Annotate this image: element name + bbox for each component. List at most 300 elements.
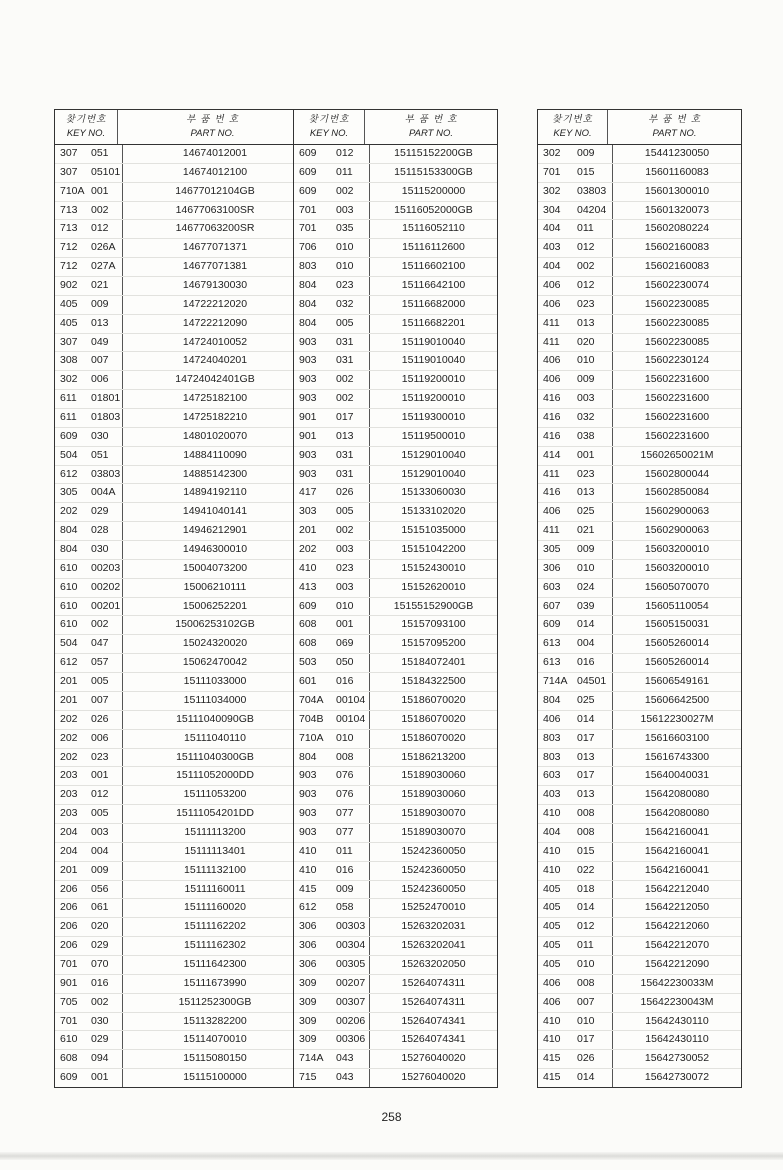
key-item-cell: 008	[577, 975, 613, 993]
key-item-cell: 00306	[336, 1031, 370, 1049]
key-item-cell: 009	[577, 371, 613, 389]
key-group-cell: 405	[60, 316, 78, 329]
table-row	[538, 390, 741, 409]
part-number-cell: 15602230085	[644, 335, 710, 348]
key-group-cell: 302	[543, 147, 561, 159]
part-number-cell: 14725182100	[182, 392, 248, 405]
key-group-cell: 713	[60, 222, 78, 235]
key-group-cell: 701	[543, 165, 561, 178]
key-group-cell: 601	[299, 675, 317, 688]
key-item-cell: 028	[91, 522, 123, 540]
part-number-cell: 15189030060	[401, 769, 466, 782]
table-row	[294, 692, 497, 711]
key-group-cell: 405	[543, 920, 561, 933]
part-number-cell: 14894192110	[183, 486, 247, 499]
key-group-cell: 410	[543, 844, 561, 857]
key-item-cell: 015	[577, 164, 613, 182]
table-row	[294, 1069, 497, 1087]
table-row	[538, 277, 741, 296]
key-group-cell: 704A	[299, 693, 324, 706]
table-row	[55, 296, 307, 315]
key-group-cell: 416	[543, 392, 561, 405]
key-item-cell: 061	[91, 899, 123, 917]
part-number-cell: 14724010052	[182, 335, 248, 348]
key-item-cell: 012	[577, 277, 613, 295]
key-item-cell: 032	[577, 409, 613, 427]
key-group-cell: 712	[60, 241, 78, 254]
part-number-cell: 14724040201	[182, 354, 248, 367]
key-group-cell: 705	[60, 995, 78, 1008]
part-number-cell: 15642160041	[644, 844, 710, 857]
key-group-cell: 203	[60, 769, 78, 782]
part-number-cell: 15441230050	[644, 147, 710, 159]
table-row	[294, 296, 497, 315]
key-group-cell: 903	[299, 467, 317, 480]
part-number-cell: 15116642100	[401, 279, 466, 292]
table-row	[538, 1031, 741, 1050]
part-number-cell: 14677063100SR	[175, 203, 255, 216]
key-item-cell: 015	[577, 843, 613, 861]
key-group-cell: 609	[299, 147, 317, 159]
table-row	[55, 409, 307, 428]
part-number-cell: 15129010040	[401, 448, 466, 461]
key-item-cell: 023	[91, 749, 123, 767]
key-item-cell: 005	[91, 805, 123, 823]
part-number-cell: 15264074341	[401, 1033, 466, 1046]
key-group-cell: 307	[60, 147, 78, 159]
key-group-cell: 804	[299, 750, 317, 763]
table-row	[294, 711, 497, 730]
key-group-cell: 901	[60, 976, 78, 989]
key-no-header	[55, 110, 118, 144]
key-item-cell: 013	[336, 428, 370, 446]
part-number-cell: 15157093100	[401, 618, 466, 631]
key-item-cell: 017	[577, 1031, 613, 1049]
part-number-cell: 15115153300GB	[394, 165, 473, 178]
table-row	[538, 428, 741, 447]
key-group-cell: 410	[299, 561, 317, 574]
part-number-cell: 14941040141	[182, 505, 248, 518]
part-number-cell: 15133102020	[401, 505, 466, 518]
part-number-cell: 14722212090	[182, 316, 248, 329]
part-number-cell: 15602231600	[644, 411, 710, 424]
key-group-cell: 609	[299, 599, 317, 612]
key-item-cell: 002	[336, 371, 370, 389]
table-row	[55, 692, 307, 711]
key-group-cell: 306	[299, 920, 317, 933]
part-number-cell: 15184072401	[401, 656, 466, 669]
key-item-cell: 016	[577, 654, 613, 672]
part-number-cell: 15115100000	[183, 1071, 247, 1084]
part-number-cell: 15642230043M	[640, 995, 714, 1008]
key-item-cell: 04501	[577, 673, 613, 691]
table-row	[294, 409, 497, 428]
key-item-cell: 008	[577, 805, 613, 823]
key-group-cell: 901	[299, 411, 317, 424]
key-group-cell: 406	[543, 297, 561, 310]
key-item-cell: 069	[336, 635, 370, 653]
part-number-cell: 15006253102GB	[175, 618, 255, 631]
table-row	[55, 560, 307, 579]
part-number-cell: 15605070070	[644, 580, 710, 593]
key-group-cell: 406	[543, 279, 561, 292]
table-row	[538, 635, 741, 654]
key-item-cell: 03803	[91, 466, 123, 484]
key-group-cell: 404	[543, 260, 561, 273]
table-row	[55, 1050, 307, 1069]
key-item-cell: 011	[577, 937, 613, 955]
part-number-cell: 15119300010	[401, 411, 466, 424]
key-group-cell: 309	[299, 976, 317, 989]
table-row	[538, 541, 741, 560]
key-group-cell: 411	[543, 467, 560, 480]
key-group-cell: 610	[60, 561, 78, 574]
key-item-cell: 005	[91, 673, 123, 691]
key-group-cell: 609	[60, 1071, 78, 1084]
part-number-cell: 15155152900GB	[393, 599, 474, 612]
key-group-cell: 414	[543, 448, 561, 461]
table-row	[55, 843, 307, 862]
table-row	[294, 786, 497, 805]
table-row	[55, 145, 307, 164]
table-row	[538, 352, 741, 371]
table-row	[55, 824, 307, 843]
key-item-cell: 010	[336, 258, 370, 276]
key-item-cell: 007	[577, 994, 613, 1012]
part-number-cell: 15612230027M	[640, 712, 714, 725]
key-group-cell: 415	[299, 882, 317, 895]
key-group-cell: 405	[60, 297, 78, 310]
table-header	[294, 110, 497, 145]
key-group-cell: 203	[60, 788, 78, 801]
key-group-cell: 710A	[299, 731, 324, 744]
key-group-cell: 202	[60, 750, 78, 763]
table-row	[538, 975, 741, 994]
part-number-cell: 15263202050	[401, 957, 466, 970]
key-group-cell: 609	[60, 429, 78, 442]
part-number-cell: 15151035000	[401, 524, 466, 537]
key-item-cell: 00201	[91, 598, 123, 616]
part-number-cell: 15602160083	[644, 241, 710, 254]
key-group-cell: 202	[60, 731, 78, 744]
part-number-cell: 15616603100	[644, 731, 710, 744]
key-item-cell: 005	[336, 503, 370, 521]
key-group-cell: 712	[60, 260, 78, 273]
key-group-cell: 714A	[299, 1052, 324, 1065]
part-number-cell: 15642430110	[645, 1014, 709, 1027]
key-group-cell: 309	[299, 1014, 317, 1027]
key-group-cell: 410	[299, 844, 317, 857]
key-group-cell: 903	[299, 392, 317, 405]
table-row	[538, 956, 741, 975]
key-item-cell: 009	[577, 145, 613, 163]
key-item-cell: 030	[91, 428, 123, 446]
part-number-cell: 15601300010	[644, 184, 710, 197]
key-no-header-english: KEY NO.	[309, 128, 349, 139]
key-group-cell: 206	[60, 901, 78, 914]
key-group-cell: 202	[60, 712, 78, 725]
part-number-cell: 14885142300	[182, 467, 248, 480]
part-number-cell: 15602080224	[644, 222, 710, 235]
table-row	[55, 881, 307, 900]
key-item-cell: 031	[336, 447, 370, 465]
part-number-cell: 15111053200	[183, 788, 247, 801]
part-number-cell: 15111162202	[184, 920, 246, 933]
table-row	[55, 371, 307, 390]
key-group-cell: 403	[543, 788, 561, 801]
part-number-cell: 14946212901	[182, 524, 248, 537]
part-number-cell: 15252470010	[401, 901, 466, 914]
table-row	[538, 805, 741, 824]
part-number-cell: 15119200010	[401, 392, 466, 405]
key-group-cell: 804	[299, 316, 317, 329]
part-number-cell: 15642160041	[644, 863, 710, 876]
part-number-cell: 14674012001	[182, 147, 248, 159]
key-item-cell: 023	[336, 277, 370, 295]
key-item-cell: 038	[577, 428, 613, 446]
table-row	[55, 994, 307, 1013]
key-item-cell: 058	[336, 899, 370, 917]
key-group-cell: 804	[543, 693, 561, 706]
table-row	[55, 1069, 307, 1087]
part-number-cell: 15004073200	[182, 561, 248, 574]
part-number-cell: 15111642300	[183, 957, 247, 970]
table-row	[294, 862, 497, 881]
key-group-cell: 701	[299, 203, 317, 216]
part-number-cell: 15602900063	[644, 505, 710, 518]
key-group-cell: 701	[60, 957, 78, 970]
table-row	[294, 824, 497, 843]
key-item-cell: 076	[336, 786, 370, 804]
table-row	[538, 598, 741, 617]
table-row	[538, 692, 741, 711]
key-item-cell: 043	[336, 1050, 370, 1068]
key-item-cell: 012	[336, 145, 370, 163]
key-item-cell: 032	[336, 296, 370, 314]
part-number-cell: 15602160083	[644, 260, 710, 273]
part-number-cell: 15111052000DD	[176, 769, 254, 782]
key-item-cell: 007	[91, 692, 123, 710]
table-row	[55, 1031, 307, 1050]
part-number-cell: 15264074341	[401, 1014, 466, 1027]
table-row	[538, 786, 741, 805]
key-group-cell: 706	[299, 241, 317, 254]
table-row	[294, 503, 497, 522]
key-item-cell: 043	[336, 1069, 370, 1087]
table-row	[55, 654, 307, 673]
table-row	[55, 1013, 307, 1032]
table-row	[55, 730, 307, 749]
part-number-cell: 14679130030	[182, 279, 248, 292]
key-group-cell: 406	[543, 995, 561, 1008]
part-number-cell: 15115152200GB	[394, 147, 473, 159]
key-group-cell: 405	[543, 901, 561, 914]
part-number-cell: 15186070020	[401, 693, 466, 706]
part-number-cell: 15111040300GB	[176, 750, 254, 763]
key-group-cell: 308	[60, 354, 78, 367]
part-number-cell: 14677012104GB	[175, 184, 255, 197]
table-row	[294, 428, 497, 447]
key-group-cell: 403	[543, 241, 561, 254]
part-number-cell: 15640040031	[644, 769, 710, 782]
key-item-cell: 023	[336, 560, 370, 578]
table-row	[294, 560, 497, 579]
key-item-cell: 025	[577, 503, 613, 521]
key-group-cell: 611	[60, 411, 77, 424]
key-group-cell: 201	[60, 863, 78, 876]
table-row	[538, 164, 741, 183]
key-item-cell: 009	[577, 541, 613, 559]
key-item-cell: 024	[577, 579, 613, 597]
table-row	[294, 466, 497, 485]
table-row	[538, 749, 741, 768]
key-item-cell: 00104	[336, 711, 370, 729]
key-group-cell: 612	[60, 467, 78, 480]
table-row	[538, 937, 741, 956]
part-number-cell: 15642212040	[644, 882, 710, 895]
part-number-cell: 14801020070	[182, 429, 248, 442]
key-item-cell: 002	[336, 183, 370, 201]
key-group-cell: 302	[543, 184, 561, 197]
table-row	[294, 843, 497, 862]
key-item-cell: 003	[336, 541, 370, 559]
part-number-cell: 15605260014	[644, 637, 710, 650]
key-group-cell: 405	[543, 957, 561, 970]
key-item-cell: 002	[577, 258, 613, 276]
key-item-cell: 029	[91, 503, 123, 521]
table-row	[55, 862, 307, 881]
part-number-cell: 15606642500	[644, 693, 710, 706]
table-row	[538, 315, 741, 334]
key-item-cell: 026	[91, 711, 123, 729]
table-row	[538, 994, 741, 1013]
key-item-cell: 021	[577, 522, 613, 540]
part-number-cell: 14677071371	[182, 241, 248, 254]
key-no-header-korean: 찾기번호	[552, 114, 593, 125]
key-item-cell: 00305	[336, 956, 370, 974]
key-item-cell: 004	[577, 635, 613, 653]
key-item-cell: 00206	[336, 1013, 370, 1031]
key-group-cell: 903	[299, 788, 317, 801]
table-row	[538, 409, 741, 428]
part-number-cell: 15602650021M	[640, 448, 714, 461]
part-number-cell: 15189030060	[401, 788, 466, 801]
part-number-cell: 15119010040	[401, 354, 466, 367]
table-row	[538, 1069, 741, 1087]
key-group-cell: 306	[299, 957, 317, 970]
key-item-cell: 014	[577, 711, 613, 729]
table-row	[55, 484, 307, 503]
part-no-header-korean: 부 품 번 호	[186, 114, 239, 125]
table-row	[294, 352, 497, 371]
key-group-cell: 804	[60, 543, 78, 556]
key-item-cell: 025	[577, 692, 613, 710]
key-item-cell: 012	[577, 239, 613, 257]
key-group-cell: 413	[299, 580, 317, 593]
key-item-cell: 013	[577, 484, 613, 502]
key-item-cell: 023	[577, 296, 613, 314]
key-group-cell: 406	[543, 373, 561, 386]
part-number-cell: 15642430110	[645, 1033, 709, 1046]
key-item-cell: 002	[336, 390, 370, 408]
part-number-cell: 1511252300GB	[178, 995, 252, 1008]
key-item-cell: 057	[91, 654, 123, 672]
part-number-cell: 15184322500	[401, 675, 466, 688]
key-item-cell: 017	[577, 767, 613, 785]
table-row	[294, 390, 497, 409]
table-row	[55, 352, 307, 371]
part-number-cell: 15276040020	[401, 1071, 466, 1084]
key-item-cell: 014	[577, 616, 613, 634]
key-item-cell: 026A	[91, 239, 123, 257]
part-number-cell: 15642230033M	[640, 976, 714, 989]
table-row	[55, 277, 307, 296]
key-group-cell: 609	[543, 618, 561, 631]
key-no-header	[294, 110, 365, 144]
part-number-cell: 15152430010	[401, 561, 466, 574]
key-group-cell: 416	[543, 411, 561, 424]
key-group-cell: 803	[543, 750, 561, 763]
table-row	[55, 616, 307, 635]
table-row	[55, 598, 307, 617]
table-row	[294, 164, 497, 183]
key-group-cell: 204	[60, 825, 78, 838]
part-number-cell: 15642730052	[644, 1052, 710, 1065]
key-group-cell: 404	[543, 222, 561, 235]
table-row	[55, 711, 307, 730]
key-group-cell: 603	[543, 769, 561, 782]
part-no-header-english: PART NO.	[409, 128, 453, 139]
key-group-cell: 202	[299, 543, 317, 556]
table-row	[538, 862, 741, 881]
key-item-cell: 094	[91, 1050, 123, 1068]
table-row	[55, 164, 307, 183]
table-row	[294, 956, 497, 975]
table-row	[294, 616, 497, 635]
key-item-cell: 070	[91, 956, 123, 974]
key-item-cell: 04204	[577, 202, 613, 220]
table-row	[55, 202, 307, 221]
table-row	[55, 937, 307, 956]
key-item-cell: 012	[577, 918, 613, 936]
table-row	[294, 484, 497, 503]
table-row	[55, 315, 307, 334]
part-no-header	[608, 110, 741, 144]
key-group-cell: 701	[299, 222, 317, 235]
part-number-cell: 15111033000	[183, 675, 247, 688]
part-number-cell: 15062470042	[182, 656, 248, 669]
table-row	[294, 899, 497, 918]
table-row	[55, 239, 307, 258]
part-number-cell: 15111040090GB	[176, 712, 254, 725]
key-group-cell: 610	[60, 1033, 78, 1046]
key-item-cell: 05101	[91, 164, 123, 182]
part-number-cell: 15006210111	[183, 580, 247, 593]
table-row	[538, 503, 741, 522]
table-row	[538, 579, 741, 598]
table-row	[294, 541, 497, 560]
key-group-cell: 603	[543, 580, 561, 593]
key-group-cell: 903	[299, 373, 317, 386]
table-row	[294, 635, 497, 654]
part-number-cell: 15602850084	[644, 486, 710, 499]
part-number-cell: 15242360050	[401, 844, 466, 857]
part-no-header	[118, 110, 307, 144]
key-item-cell: 001	[577, 447, 613, 465]
table-row	[55, 956, 307, 975]
key-item-cell: 010	[577, 352, 613, 370]
key-item-cell: 003	[91, 824, 123, 842]
